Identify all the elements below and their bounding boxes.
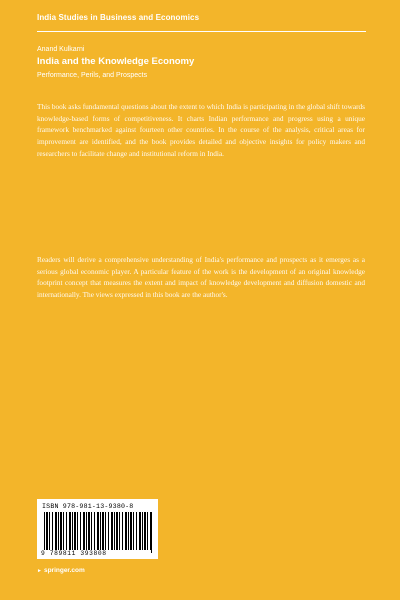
barcode-guard-left (44, 512, 45, 553)
author-name: Anand Kulkarni (37, 46, 85, 53)
publisher-link[interactable] (37, 567, 85, 574)
barcode-guard-right (151, 512, 152, 553)
blurb-paragraph-1: This book asks fundamental questions about the extent to which India is participating in the global shift towards knowledge-based forms of competitiveness. It charts Indian performance and progress using a unique framework benchmarked against fourteen other countries. In the course of the analysis, critical areas for improvement are identified, and the book provides detailed and objective insights for policy makers and researchers to facilitate change and institutional reform in India. (37, 102, 365, 158)
book-title: India and the Knowledge Economy (37, 56, 195, 67)
book-subtitle: Performance, Perils, and Prospects (37, 72, 148, 79)
barcode-box (37, 499, 158, 559)
barcode-digits: 9 789811 393808 (41, 550, 107, 557)
barcode-bars (44, 512, 152, 550)
blurb-paragraph-2: Readers will derive a comprehensive understanding of India's performance and prospects as it emerges as a serious global economic player. A particular feature of the work is the development of an original knowledge footprint concept that measures the extent and impact of knowledge development and diffusion domestic and internationally. The views expressed in this book are the author's. (37, 255, 365, 300)
publisher-url: springer.com (43, 567, 85, 574)
series-title: India Studies in Business and Economics (37, 13, 200, 22)
barcode-guard-center (97, 512, 98, 553)
isbn-label: ISBN 978-981-13-9380-8 (42, 503, 134, 510)
arrow-right-icon: ► (37, 568, 42, 574)
header-divider (37, 31, 366, 32)
